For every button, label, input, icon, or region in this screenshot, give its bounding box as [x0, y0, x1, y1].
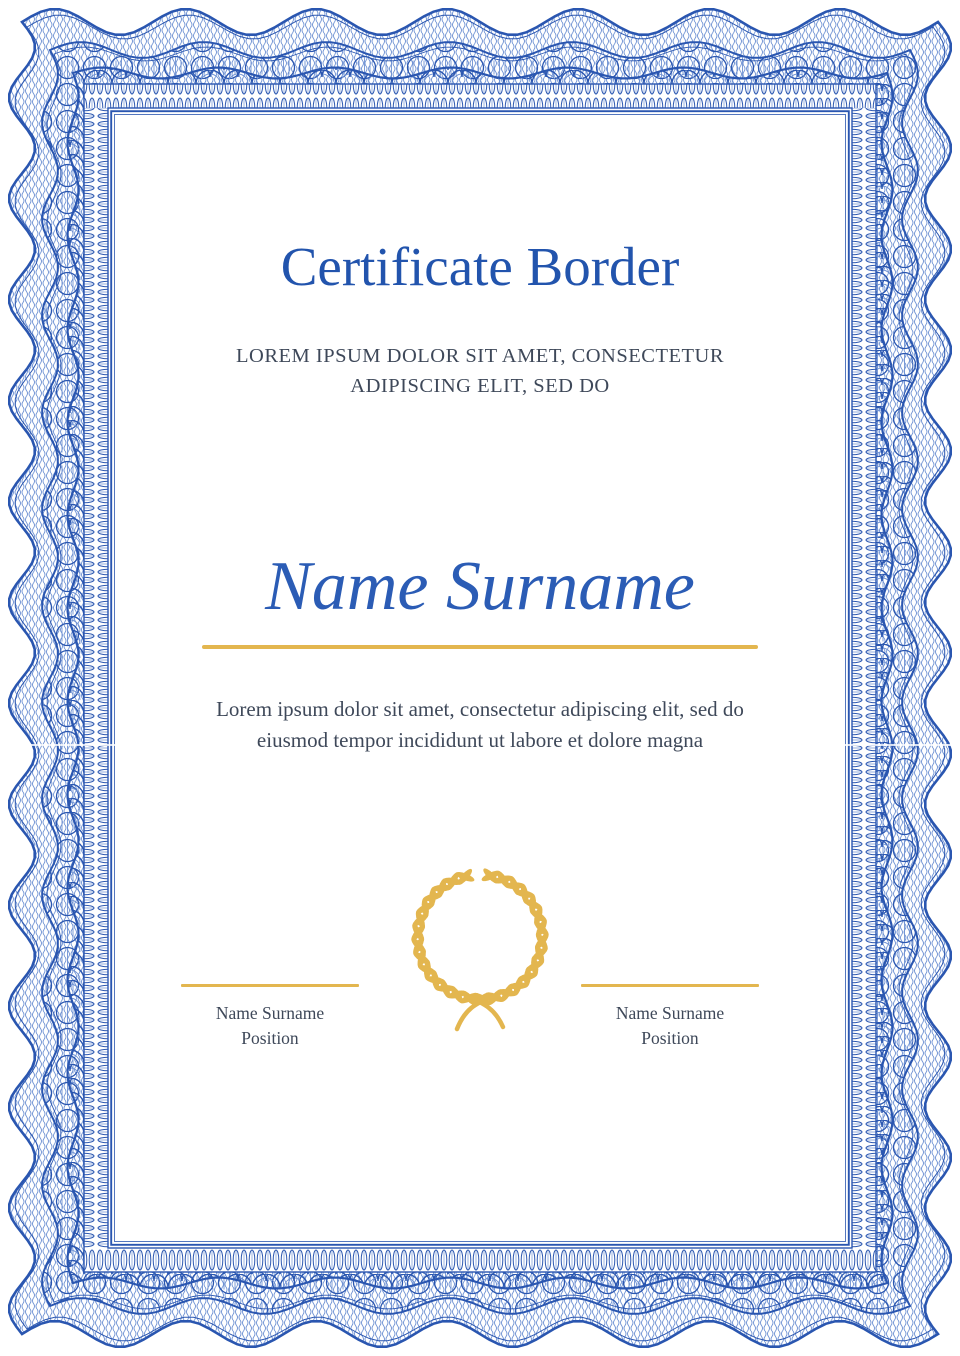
certificate-body-text: Lorem ipsum dolor sit amet, consectetur adipiscing elit, sed do eiusmod tempor incididunt ut labore et dolore magna: [216, 697, 744, 752]
signature-line: [581, 984, 759, 987]
laurel-wreath-icon: [395, 858, 565, 1043]
certificate-title: Certificate Border: [280, 236, 680, 297]
signatory-position: Position: [241, 1027, 299, 1048]
recipient-name: Name Surname: [265, 548, 695, 625]
certificate-subtitle: LOREM IPSUM DOLOR SIT AMET, CONSECTETUR ADIPISCING ELIT, SED DO: [236, 345, 724, 397]
signatory-name: Name Surname: [615, 1002, 725, 1023]
signature-block-left: [160, 984, 380, 1051]
signatory-name: Name Surname: [215, 1002, 325, 1023]
signature-block-right: [560, 984, 780, 1051]
name-underline: [202, 645, 758, 649]
signatory-position: Position: [641, 1027, 699, 1048]
signature-line: [181, 984, 359, 987]
